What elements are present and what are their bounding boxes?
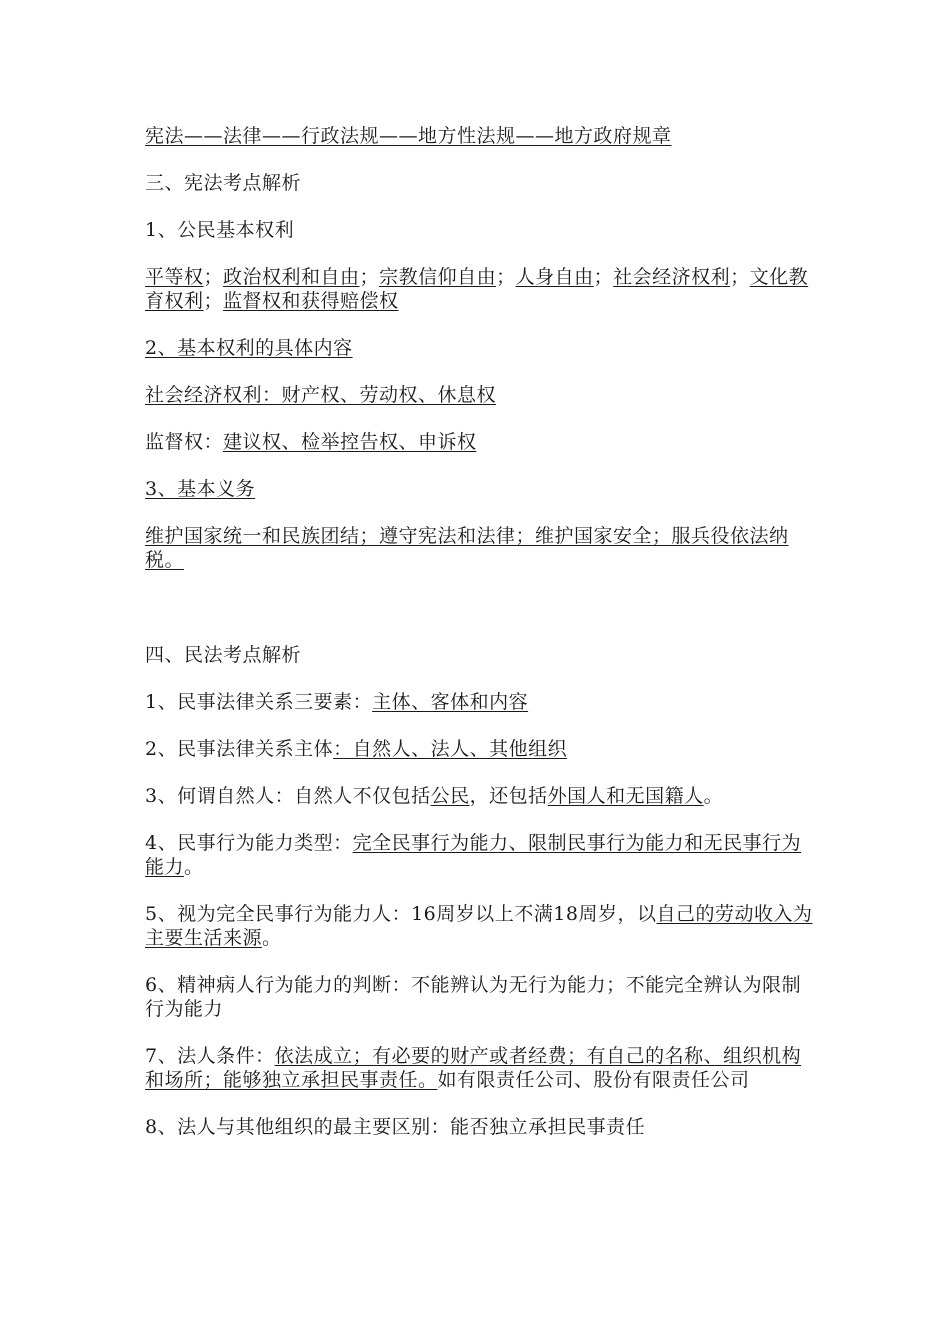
civil-q5-end: 。 [262,927,282,949]
law-hierarchy-line [145,124,817,148]
civil-q4 [145,831,817,879]
civil-q4-answer: 完全民事行为能力、限制民事行为能力和无民事行为能力 [145,832,802,878]
civil-q7-answer: 依法成立；有必要的财产或者经费；有自己的名称、组织机构和场所；能够独立承担民事责任。 [145,1045,802,1091]
civil-q1-label: 1、民事法律关系三要素： [145,691,373,713]
right-culture-education: 文化教育权利 [145,266,809,312]
section-3-1-title: 1、公民基本权利 [145,219,295,241]
basic-duties-line [145,524,817,572]
civil-q3 [145,784,817,808]
supervision-rights-text: 建议权、检举控告权、申诉权 [223,431,477,453]
civil-q1-answer: 主体、客体和内容 [372,691,529,713]
section-4-title: 四、民法考点解析 [145,644,302,666]
civil-q5 [145,902,817,950]
civil-q1 [145,690,817,714]
supervision-rights-line [145,430,817,454]
civil-q6: 6、精神病人行为能力的判断：不能辨认为无行为能力；不能完全辨认为限制行为能力 [145,974,802,1020]
civil-q3-citizen: 公民 [430,785,470,807]
law-hierarchy-text: 宪法——法律——行政法规——地方性法规——地方政府规章 [145,125,672,147]
civil-q7-rest: 如有限责任公司、股份有限责任公司 [437,1069,750,1091]
economic-rights-line [145,383,817,407]
civil-q5-label: 5、视为完全民事行为能力人：16周岁以上不满18周岁，以 [145,903,657,925]
citizen-rights-list [145,265,817,313]
civil-q8: 8、法人与其他组织的最主要区别：能否独立承担民事责任 [145,1116,646,1138]
rights-separator: ； [203,290,224,312]
civil-q2 [145,737,817,761]
supervision-label: 监督权： [145,431,224,453]
civil-q3-middle: ，还包括 [469,785,548,807]
civil-q7-label: 7、法人条件： [145,1045,275,1067]
section-3-3-title [145,477,817,501]
section-spacer [145,595,817,643]
right-social-economic: 社会经济权利 [613,266,731,288]
right-personal-freedom: 人身自由 [515,266,594,288]
economic-rights-text: 社会经济权利：财产权、劳动权、休息权 [145,384,497,406]
civil-q3-end: 。 [703,785,724,807]
rights-separator: ； [203,266,224,288]
civil-q3-foreigners: 外国人和无国籍人 [547,785,704,807]
section-3-title: 三、宪法考点解析 [145,172,302,194]
civil-q2-answer: ：自然人、法人、其他组织 [333,738,568,760]
civil-q4-label: 4、民事行为能力类型： [145,832,353,854]
civil-q2-label: 2、民事法律关系主体 [145,738,334,760]
rights-separator: ； [593,266,614,288]
rights-separator: ； [359,266,380,288]
rights-separator: ； [730,266,750,288]
section-3-3-title-text: 3、基本义务 [145,478,256,500]
section-3-2-title-text: 2、基本权利的具体内容 [145,337,353,359]
civil-q5-answer: 自己的劳动收入为主要生活来源 [145,903,813,949]
section-3-2-title [145,336,817,360]
basic-duties-text: 维护国家统一和民族团结；遵守宪法和法律；维护国家安全；服兵役依法纳税。 [145,525,789,571]
document-page [145,124,817,1162]
civil-q3-label: 3、何谓自然人：自然人不仅包括 [145,785,431,807]
right-equality: 平等权 [145,266,204,288]
right-political: 政治权利和自由 [223,266,360,288]
right-religion: 宗教信仰自由 [379,266,497,288]
civil-q4-end: 。 [184,856,204,878]
rights-separator: ； [496,266,516,288]
civil-q7 [145,1044,817,1092]
right-supervision: 监督权和获得赔偿权 [223,290,399,312]
